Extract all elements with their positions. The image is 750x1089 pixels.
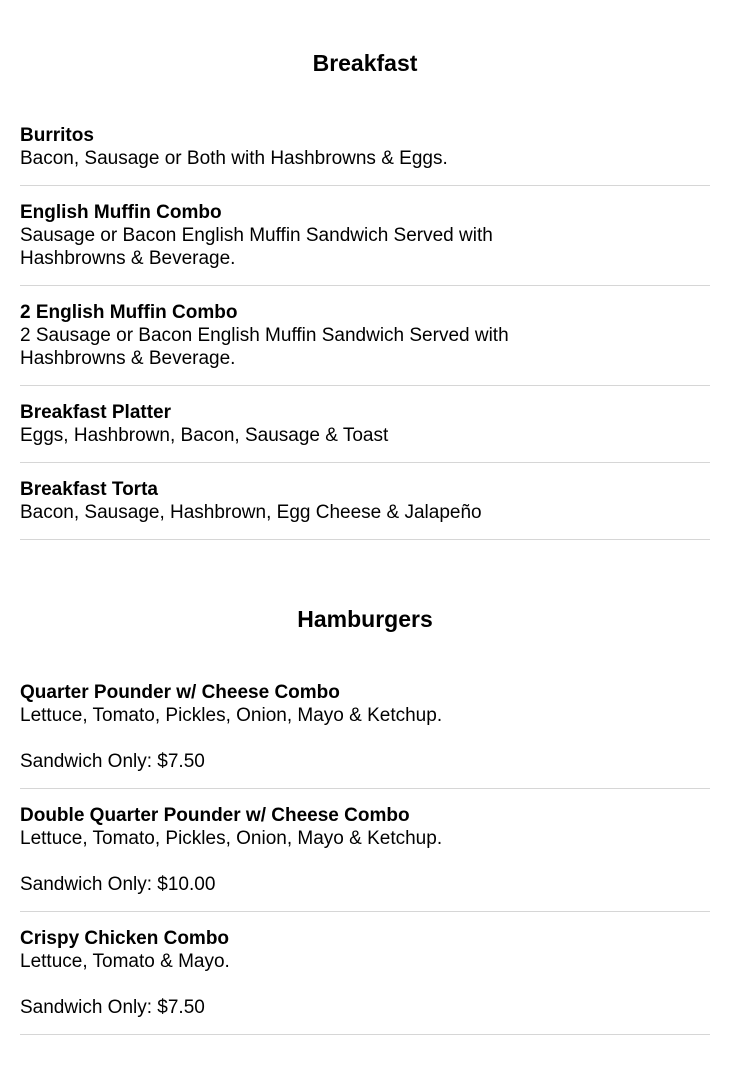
menu-item-name: Double Quarter Pounder w/ Cheese Combo xyxy=(20,805,410,826)
menu-item-name: Quarter Pounder w/ Cheese Combo xyxy=(20,682,340,703)
menu-item-description: Bacon, Sausage, Hashbrown, Egg Cheese & Jalapeño xyxy=(20,502,482,523)
menu-item-name: Breakfast Torta xyxy=(20,479,158,500)
menu-item-description: Sausage or Bacon English Muffin Sandwich Served with Hashbrowns & Beverage. xyxy=(20,225,493,269)
menu-item-name: Crispy Chicken Combo xyxy=(20,928,230,949)
menu-item-name: 2 English Muffin Combo xyxy=(20,302,238,323)
menu-item-double-quarter-pounder-combo xyxy=(20,804,710,912)
menu-item-description: 2 Sausage or Bacon English Muffin Sandwich Served with Hashbrowns & Beverage. xyxy=(20,325,509,369)
menu-item-description: Lettuce, Tomato, Pickles, Onion, Mayo & Ketchup. xyxy=(20,828,443,849)
breakfast-section xyxy=(20,0,710,540)
breakfast-item-list xyxy=(20,124,710,540)
menu-item-name: English Muffin Combo xyxy=(20,202,222,223)
hamburgers-section xyxy=(20,555,710,1035)
menu-item-quarter-pounder-combo xyxy=(20,681,710,789)
menu-item-english-muffin-combo xyxy=(20,201,710,286)
menu-item-description: Eggs, Hashbrown, Bacon, Sausage & Toast xyxy=(20,425,389,446)
menu-item-name: Burritos xyxy=(20,125,94,146)
hamburgers-item-list xyxy=(20,681,710,1035)
menu-item-description: Lettuce, Tomato & Mayo. xyxy=(20,951,230,972)
section-title-hamburgers: Hamburgers xyxy=(297,606,433,632)
menu-item-name: Breakfast Platter xyxy=(20,402,172,423)
menu-item-sandwich-price: Sandwich Only: $10.00 xyxy=(20,874,216,895)
menu-item-description: Lettuce, Tomato, Pickles, Onion, Mayo & Ketchup. xyxy=(20,705,443,726)
menu-item-burritos xyxy=(20,124,710,186)
menu-item-2-english-muffin-combo xyxy=(20,301,710,386)
menu-item-sandwich-price: Sandwich Only: $7.50 xyxy=(20,751,205,772)
menu-item-breakfast-platter xyxy=(20,401,710,463)
menu-item-breakfast-torta xyxy=(20,478,710,540)
menu-item-crispy-chicken-combo xyxy=(20,927,710,1035)
menu-item-description: Bacon, Sausage or Both with Hashbrowns & Eggs. xyxy=(20,148,448,169)
menu-item-sandwich-price: Sandwich Only: $7.50 xyxy=(20,997,205,1018)
section-title-breakfast: Breakfast xyxy=(312,50,418,76)
